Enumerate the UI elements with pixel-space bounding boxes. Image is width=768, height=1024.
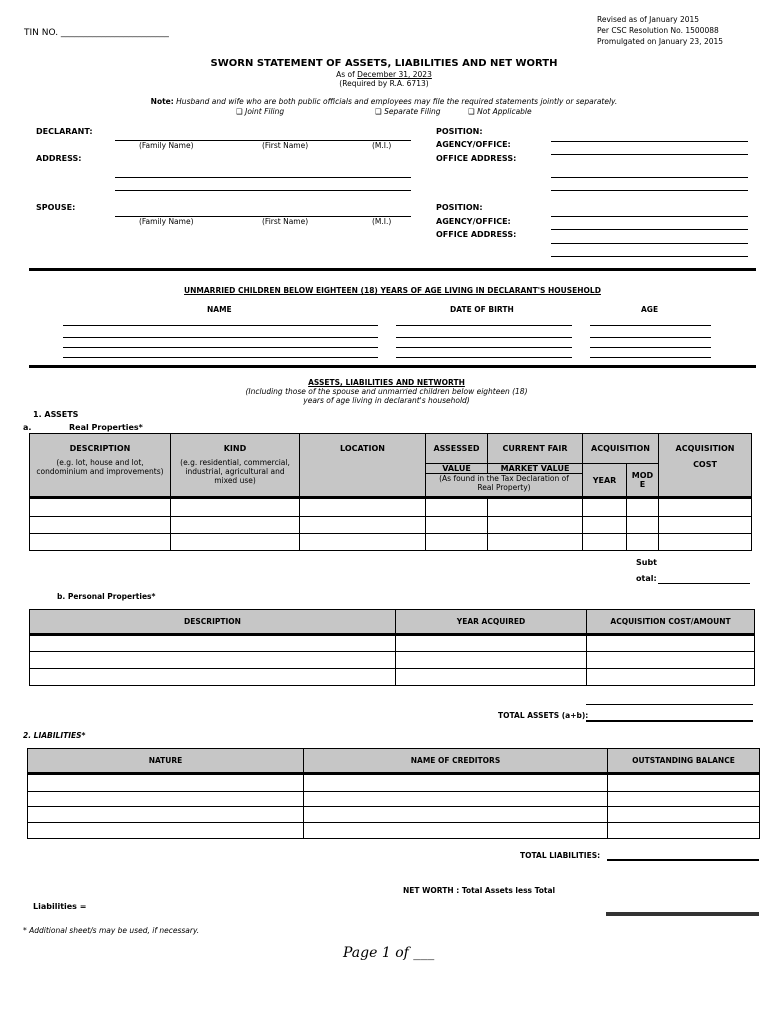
as-of-date: December 31, 2023 [357, 70, 432, 79]
as-of-label: As of [336, 70, 355, 79]
declarant-office-address-label: OFFICE ADDRESS: [436, 154, 517, 163]
total-assets-topline [586, 704, 753, 705]
spouse-agency-label: AGENCY/OFFICE: [436, 217, 511, 226]
table-row[interactable] [28, 807, 760, 823]
liabilities-equals-label: Liabilities = [33, 902, 87, 911]
table-row[interactable] [30, 669, 755, 686]
subtotal-label-2: otal: [636, 574, 657, 583]
footer-note: * Additional sheet/s may be used, if necessary. [23, 926, 200, 935]
spouse-office-address-field-1[interactable] [551, 243, 748, 244]
liabilities-table [27, 748, 760, 839]
child-dob-line[interactable] [396, 325, 572, 326]
real-properties-label: Real Properties* [69, 423, 143, 432]
total-assets-label: TOTAL ASSETS (a+b): [498, 711, 589, 720]
col-header-assessed: ASSESSED [426, 434, 488, 464]
table-row[interactable] [28, 823, 760, 839]
col-header-acquisition: ACQUISITION [583, 434, 659, 464]
total-liabilities-label: TOTAL LIABILITIES: [520, 851, 601, 860]
col-header-location: LOCATION [300, 434, 426, 498]
alnw-subtitle-2: years of age living in declarant's household) [303, 396, 470, 405]
total-assets-field[interactable] [586, 720, 753, 722]
subtotal-label-1: Subt [636, 558, 658, 567]
subtotal-field[interactable] [658, 583, 750, 584]
child-name-line[interactable] [63, 347, 378, 348]
col-header-assessed-value: VALUE [426, 464, 488, 474]
children-title: UNMARRIED CHILDREN BELOW EIGHTEEN (18) YEARS OF AGE LIVING IN DECLARANT'S HOUSEHOLD [184, 286, 601, 295]
real-properties-table [29, 433, 752, 551]
spouse-position-label: POSITION: [436, 203, 483, 212]
child-age-line[interactable] [590, 325, 711, 326]
child-age-line[interactable] [590, 357, 711, 358]
spouse-position-field[interactable] [551, 216, 748, 217]
checkbox-joint-filing[interactable]: ❑ Joint Filing [236, 107, 285, 116]
child-dob-line[interactable] [396, 337, 572, 338]
col-header-market-value: MARKET VALUE [488, 464, 583, 474]
child-name-line[interactable] [63, 337, 378, 338]
revised-text: Revised as of January 2015 [597, 15, 700, 24]
total-liabilities-field[interactable] [607, 859, 759, 861]
personal-properties-label: b. Personal Properties* [57, 592, 156, 601]
personal-properties-table [29, 609, 755, 686]
as-of-line [0, 70, 768, 79]
declarant-position-label: POSITION: [436, 127, 483, 136]
alnw-title: ASSETS, LIABILITIES AND NETWORTH [308, 378, 465, 387]
col-header-cfmv: CURRENT FAIR [488, 434, 583, 464]
declarant-agency-label: AGENCY/OFFICE: [436, 140, 511, 149]
col-header-mode: MOD E [627, 464, 659, 498]
declarant-first-name-caption: (First Name) [262, 141, 309, 150]
checkbox-not-applicable[interactable]: ❑ Not Applicable [468, 107, 532, 116]
child-age-line[interactable] [590, 347, 711, 348]
real-a-label: a. [23, 423, 32, 432]
resolution-text: Per CSC Resolution No. 1500088 [597, 26, 719, 35]
checkbox-separate-filing[interactable]: ❑ Separate Filing [375, 107, 441, 116]
child-age-line[interactable] [590, 337, 711, 338]
note-text: Husband and wife who are both public officials and employees may file the required statements jointly or separately. [176, 97, 618, 106]
child-name-line[interactable] [63, 325, 378, 326]
required-text: (Required by R.A. 6713) [339, 79, 429, 88]
address-field-2[interactable] [115, 190, 411, 191]
child-dob-line[interactable] [396, 347, 572, 348]
alnw-subtitle-1: (Including those of the spouse and unmarried children below eighteen (18) [245, 387, 528, 396]
tin-label: TIN NO. ________________________ [24, 28, 169, 38]
table-row[interactable] [30, 652, 755, 669]
declarant-office-address-field-1[interactable] [551, 177, 748, 178]
spouse-label: SPOUSE: [36, 203, 76, 212]
net-worth-field[interactable] [606, 912, 759, 916]
col-header-acq-cost: ACQUISITION COST [659, 434, 752, 498]
declarant-position-field[interactable] [551, 141, 748, 142]
children-col-age: AGE [641, 305, 659, 314]
net-worth-label: NET WORTH : Total Assets less Total [403, 886, 556, 895]
declarant-agency-field[interactable] [551, 154, 748, 155]
table-row[interactable] [28, 774, 760, 792]
address-field-1[interactable] [115, 177, 411, 178]
children-col-dob: DATE OF BIRTH [450, 305, 514, 314]
declarant-office-address-field-2[interactable] [551, 190, 748, 191]
spouse-agency-field[interactable] [551, 229, 748, 230]
section-divider-1 [29, 268, 756, 271]
col-header-description: DESCRIPTION (e.g. lot, house and lot, condominium and improvements) [30, 434, 171, 498]
child-name-line[interactable] [63, 357, 378, 358]
declarant-family-name-caption: (Family Name) [139, 141, 194, 150]
child-dob-line[interactable] [396, 357, 572, 358]
spouse-office-address-label: OFFICE ADDRESS: [436, 230, 517, 239]
table-row[interactable] [30, 635, 755, 652]
section-divider-2 [29, 365, 756, 368]
table-row[interactable] [28, 792, 760, 807]
col-header-kind: KIND (e.g. residential, commercial, industrial, agricultural and mixed use) [171, 434, 300, 498]
spouse-office-address-field-2[interactable] [551, 256, 748, 257]
declarant-mi-caption: (M.I.) [372, 141, 392, 150]
note-label: Note: [150, 97, 174, 106]
table-row[interactable] [30, 534, 752, 551]
spouse-mi-caption: (M.I.) [372, 217, 392, 226]
page-number: Page 1 of ___ [343, 945, 435, 961]
declarant-label: DECLARANT: [36, 127, 93, 136]
col-header-creditors: NAME OF CREDITORS [304, 749, 608, 774]
promulgated-text: Promulgated on January 23, 2015 [597, 37, 724, 46]
col-header-nature: NATURE [28, 749, 304, 774]
liabilities-label: 2. LIABILITIES* [23, 731, 86, 740]
col-header-balance: OUTSTANDING BALANCE [608, 749, 760, 774]
col-header-year: YEAR [583, 464, 627, 498]
col-header-pp-description: DESCRIPTION [30, 610, 396, 635]
children-col-name: NAME [207, 305, 232, 314]
spouse-family-name-caption: (Family Name) [139, 217, 194, 226]
address-label: ADDRESS: [36, 154, 82, 163]
page-title: SWORN STATEMENT OF ASSETS, LIABILITIES AND NET WORTH [210, 58, 558, 69]
col-header-pp-year: YEAR ACQUIRED [396, 610, 587, 635]
col-header-tax-note: (As found in the Tax Declaration of Real Property) [426, 474, 583, 498]
col-header-pp-cost: ACQUISITION COST/AMOUNT [587, 610, 755, 635]
note-line [0, 97, 768, 106]
table-row[interactable] [30, 498, 752, 517]
spouse-first-name-caption: (First Name) [262, 217, 309, 226]
assets-label: 1. ASSETS [33, 410, 79, 419]
table-row[interactable] [30, 517, 752, 534]
